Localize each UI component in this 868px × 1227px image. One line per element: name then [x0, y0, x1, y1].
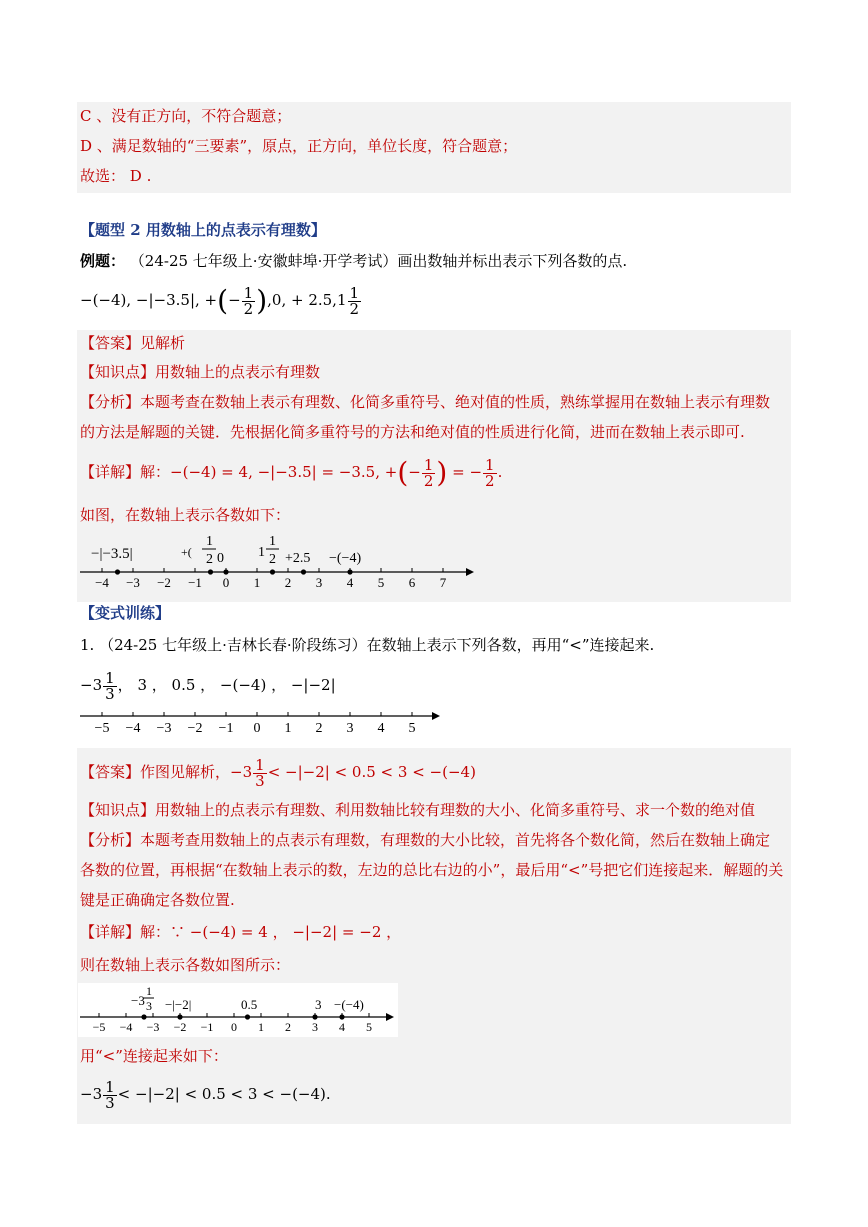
detail-frac-num: 1: [423, 455, 434, 474]
axis1-point: [270, 569, 275, 574]
axis3-tick-label: −2: [173, 1020, 187, 1034]
final-den: 3: [105, 1093, 115, 1112]
label-abs2: −|−2|: [165, 997, 192, 1012]
option-c-line: C 、没有正方向，不符合题意；: [80, 107, 292, 125]
frac-den: 2: [243, 299, 254, 318]
label-half-paren: +(: [181, 545, 192, 559]
detail-frac2-num: 1: [485, 455, 495, 474]
question-number: 1.: [80, 636, 95, 654]
label-three: 3: [315, 997, 322, 1012]
axis1-tick-label: −1: [188, 575, 202, 590]
label-half: 0.5: [241, 997, 258, 1012]
axis3-tick-label: 1: [258, 1020, 264, 1034]
variant-figure-intro: 则在数轴上表示各数如图所示：: [80, 956, 291, 974]
number-neg-neg4: −(−4): [80, 291, 127, 309]
label-half-den: 2: [206, 552, 213, 567]
label-den: 3: [146, 999, 152, 1013]
knowledge-tag: 【知识点】: [80, 801, 156, 819]
number-den: 3: [105, 684, 115, 703]
axis1-tick-label: −4: [95, 575, 109, 590]
question-text: （24-25 七年级上·吉林长春·阶段练习）在数轴上表示下列各数，再用“<”连接起来.: [99, 636, 655, 654]
axis2-tick-label: −3: [156, 721, 172, 736]
detail-tag: 【详解】: [80, 463, 141, 481]
label-num: 1: [146, 984, 152, 998]
connect-intro: 用“<”连接起来如下：: [80, 1047, 228, 1065]
axis3-tick-label: 5: [366, 1020, 372, 1034]
axis1-tick-label: 6: [408, 575, 416, 590]
answer-whole: −3: [230, 763, 253, 781]
axis1-tick-label: 4: [346, 575, 354, 590]
axis3-tick-label: −4: [119, 1020, 133, 1034]
label-whole: −3: [131, 993, 145, 1008]
number-line-answer: [78, 983, 400, 1039]
axis1-point: [347, 569, 352, 574]
axis3-point: [245, 1014, 250, 1019]
axis2-tick-label: 2: [315, 721, 323, 736]
knowledge-tag: 【知识点】: [80, 363, 156, 381]
example-label: 例题：: [80, 252, 126, 270]
example-text: （24-25 七年级上·安徽蚌埠·开学考试）画出数轴并标出表示下列各数的点.: [129, 252, 628, 270]
answer-prefix: 作图见解析，: [140, 763, 231, 781]
figure-intro: 如图，在数轴上表示各数如下：: [80, 506, 291, 524]
number-line-example: [78, 532, 478, 596]
number-rest: ， 3 ， 0.5 ， −(−4) ， −|−2|: [117, 676, 336, 694]
detail-tag: 【详解】: [80, 923, 141, 941]
label-mixed-num: 1: [269, 534, 276, 549]
label-mixed-den: 2: [269, 552, 276, 567]
answer-line: [80, 333, 185, 353]
variant-analysis-2: 各数的位置，再根据“在数轴上表示的数，左边的总比右边的小”，最后用“<”号把它们连接起来．解题的关: [80, 861, 784, 879]
detail-intro: 解：: [140, 463, 171, 481]
axis2-tick-label: 3: [346, 721, 354, 736]
axis1-tick-label: 0: [222, 575, 230, 590]
knowledge-text: 用数轴上的点表示有理数: [155, 363, 321, 381]
axis1-tick-label: −3: [126, 575, 140, 590]
axis3-point: [177, 1014, 182, 1019]
axis1-tick-label: 3: [315, 575, 323, 590]
axis3-tick-label: −5: [92, 1020, 106, 1034]
final-rest: < −|−2| < 0.5 < 3 < −(−4).: [117, 1085, 331, 1103]
axis3-tick-label: 4: [339, 1020, 345, 1034]
section-heading-type2: 【题型 2 用数轴上的点表示有理数】: [80, 221, 326, 239]
answer-rest: < −|−2| < 0.5 < 3 < −(−4): [267, 763, 476, 781]
axis3-tick-label: 0: [231, 1020, 237, 1034]
variant-numbers: [80, 667, 336, 703]
number-num: 1: [105, 668, 115, 687]
axis1-tick-label: 1: [253, 575, 261, 590]
mixed-num: 1: [349, 283, 360, 302]
axis2-tick-label: 5: [408, 721, 416, 736]
detail-part-b: = −: [452, 463, 483, 481]
analysis-text-1: 本题考查用数轴上的点表示有理数，有理数的大小比较，首先将各个数化简，然后在数轴上确定: [140, 831, 771, 849]
axis3-point: [141, 1014, 146, 1019]
axis3-tick-label: −3: [146, 1020, 160, 1034]
axis2-tick-label: −2: [187, 721, 203, 736]
axis1-point: [208, 569, 213, 574]
axis1-tick-label: −2: [157, 575, 171, 590]
detail-part-a: −(−4) = 4, −|−3.5| = −3.5, +: [170, 463, 398, 481]
variant-analysis-3: 键是正确确定各数位置.: [80, 891, 235, 909]
axis3-tick-label: 2: [285, 1020, 291, 1034]
label-zero: 0: [217, 551, 224, 566]
variant-detail: [80, 922, 401, 942]
axis1-tick-label: 7: [439, 575, 447, 590]
axis2-tick-label: −1: [218, 721, 234, 736]
axis-arrow: [466, 568, 474, 576]
label-mixed-whole: 1: [258, 545, 265, 560]
variant-answer: [80, 754, 476, 790]
axis1-point: [223, 569, 228, 574]
axis3-point: [339, 1014, 344, 1019]
label-neg-neg4: −(−4): [329, 551, 362, 566]
detail-text: 解：∵ −(−4) = 4 ， −|−2| = −2 ，: [140, 923, 402, 941]
label-plus25: +2.5: [285, 551, 311, 566]
label-half-num: 1: [206, 534, 213, 549]
answer-tag: 【答案】: [80, 763, 141, 781]
axis1-tick-label: 5: [377, 575, 385, 590]
number-line-question: [78, 706, 448, 742]
detail-end: .: [497, 463, 503, 481]
axis1-point: [115, 569, 120, 574]
choice-line: [80, 166, 151, 186]
axis2-tick-label: 0: [253, 721, 261, 736]
section-heading-variant: 【变式训练】: [80, 604, 171, 622]
analysis-tag: 【分析】: [80, 393, 141, 411]
frac-num: 1: [243, 283, 254, 302]
knowledge-line: [80, 362, 320, 382]
answer-text: 见解析: [140, 334, 186, 352]
detail-line: 【详解】解：−(−4) = 4, −|−3.5| = −3.5, +(− $\frac{1}{2}$ ) = − $\frac{1}{2}$ .: [80, 455, 503, 490]
axis2-tick-label: −4: [125, 721, 141, 736]
variant-knowledge: [80, 800, 755, 820]
answer-tag: 【答案】: [80, 334, 141, 352]
knowledge-text: 用数轴上的点表示有理数、利用数轴比较有理数的大小、化简多重符号、求一个数的绝对值: [155, 801, 756, 819]
final-num: 1: [105, 1077, 115, 1096]
choice-label: 故选：: [80, 167, 126, 185]
analysis-tag: 【分析】: [80, 831, 141, 849]
axis2-tick-label: 1: [284, 721, 292, 736]
option-d-line: D 、满足数轴的“三要素”，原点，正方向，单位长度，符合题意；: [80, 137, 518, 155]
axis3-tick-label: 3: [312, 1020, 318, 1034]
axis2-tick-label: −5: [94, 721, 110, 736]
number-abs: , −|−3.5|, +: [126, 291, 218, 309]
analysis-line-1: [80, 392, 770, 412]
detail-frac2-den: 2: [485, 471, 495, 490]
mixed-den: 2: [349, 299, 360, 318]
label-neg-neg4: −(−4): [334, 997, 364, 1012]
variant-question: [80, 635, 654, 655]
choice-value: D .: [129, 167, 152, 185]
answer-den: 3: [255, 771, 265, 790]
axis1-tick-label: 2: [284, 575, 292, 590]
final-answer: [80, 1076, 331, 1112]
axis3-point: [312, 1014, 317, 1019]
answer-num: 1: [255, 755, 265, 774]
variant-analysis-1: [80, 830, 770, 850]
axis-arrow: [432, 712, 440, 720]
axis3-tick-label: −1: [200, 1020, 214, 1034]
detail-frac-den: 2: [423, 471, 434, 490]
example-numbers: −(−4), −|−3.5|, +(− $\frac{1}{2}$ ),0, + 2.5,1 $\frac{1}{2}$: [80, 283, 360, 318]
number-whole: −3: [80, 676, 103, 694]
analysis-text-1: 本题考查在数轴上表示有理数、化简多重符号、绝对值的性质，熟练掌握用在数轴上表示有理数: [140, 393, 771, 411]
example-line: [80, 251, 627, 271]
label-abs: −|−3.5|: [91, 546, 133, 562]
final-whole: −3: [80, 1085, 103, 1103]
analysis-line-2: 的方法是解题的关键．先根据化简多重符号的方法和绝对值的性质进行化简，进而在数轴上表示即可.: [80, 423, 745, 441]
axis2-tick-label: 4: [377, 721, 385, 736]
number-rest: ,0, + 2.5,1: [267, 291, 347, 309]
axis1-point: [301, 569, 306, 574]
